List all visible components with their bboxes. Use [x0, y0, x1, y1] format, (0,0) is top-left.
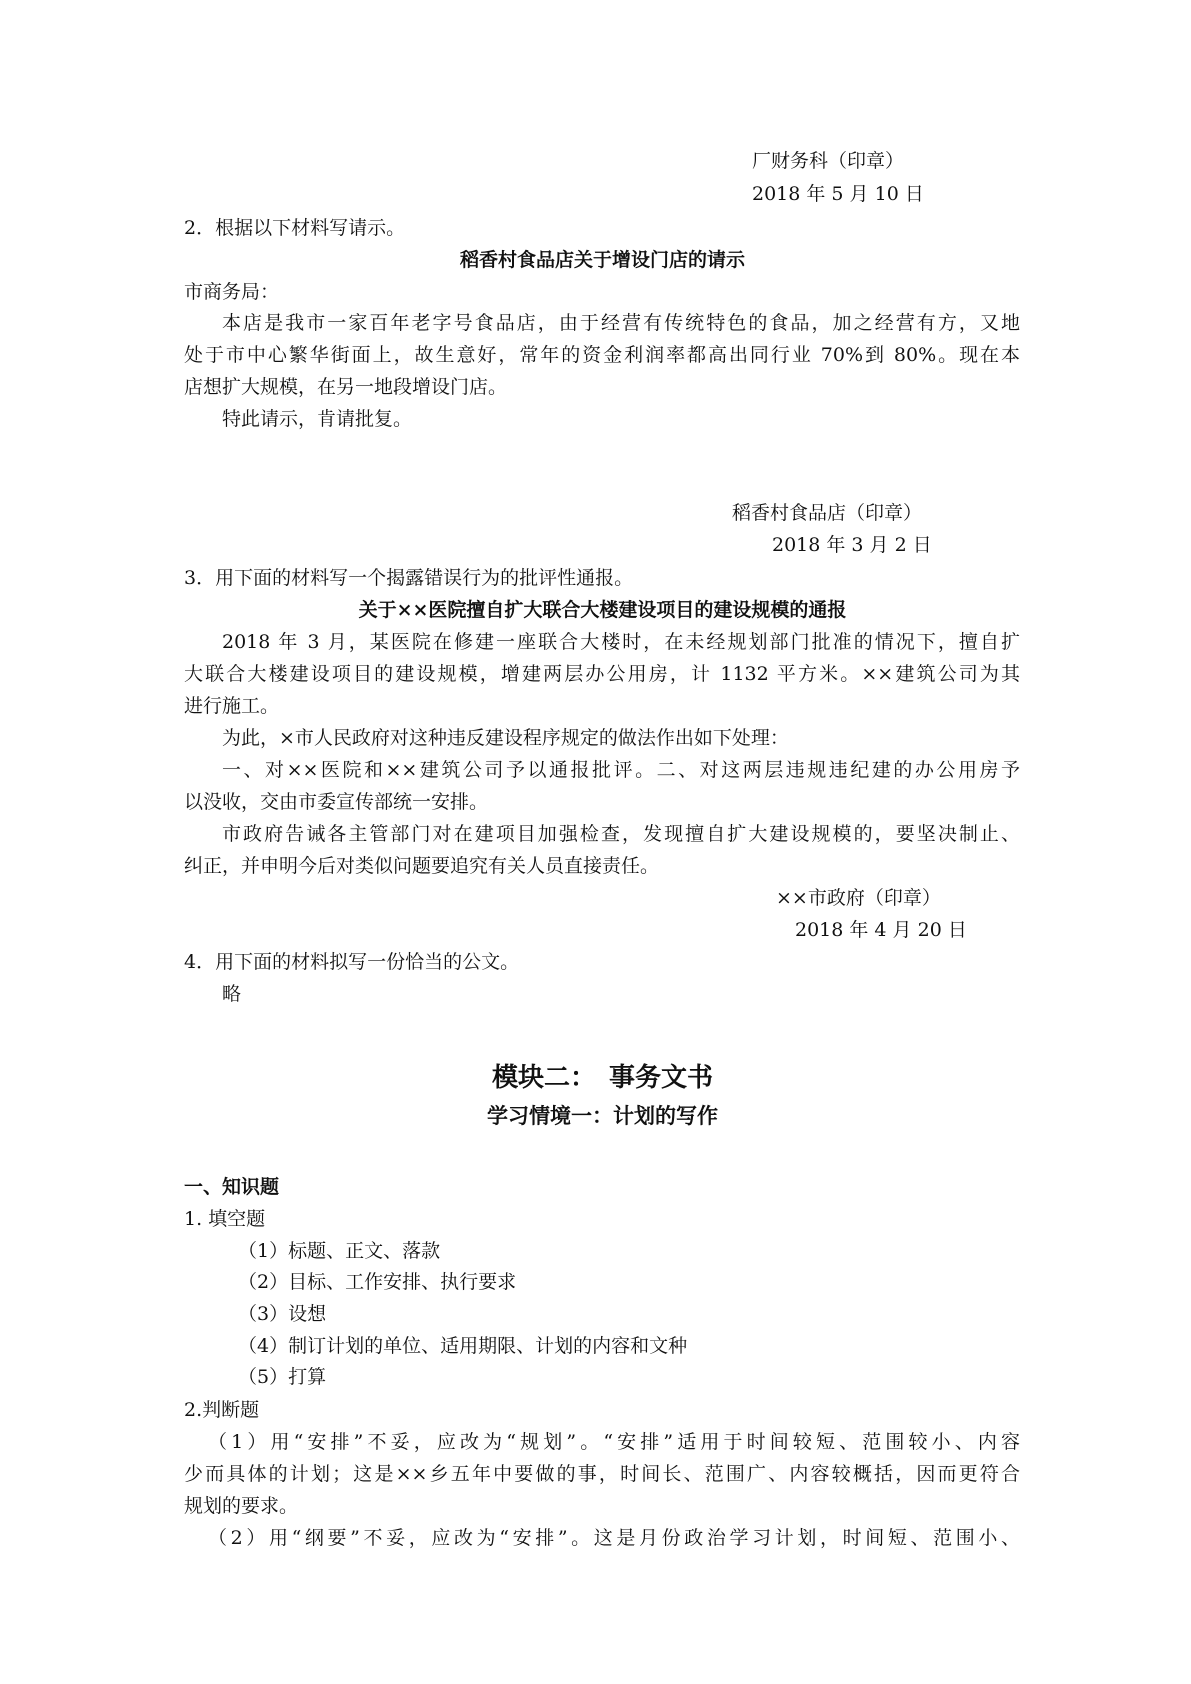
- signature-org: 稻香村食品店（印章）: [732, 502, 923, 524]
- body-line: 为此，×市人民政府对这种违反建设程序规定的做法作出如下处理：: [222, 727, 789, 749]
- body-line: 进行施工。: [184, 695, 280, 717]
- body-line: 市政府告诫各主管部门对在建项目加强检查，发现擅自扩大建设规模的，要坚决制止、: [222, 823, 1020, 845]
- question-prompt: 2．根据以下材料写请示。: [184, 217, 406, 239]
- answer-item: （4）制订计划的单位、适用期限、计划的内容和文种: [238, 1335, 688, 1357]
- body-line: 大联合大楼建设项目的建设规模，增建两层办公用房，计 1132 平方米。××建筑公司为其: [184, 663, 1020, 685]
- answer-item: （3）设想: [238, 1303, 327, 1325]
- subsection-title: 1. 填空题: [184, 1208, 266, 1230]
- body-line: 规划的要求。: [184, 1495, 299, 1517]
- body-line: 一、对××医院和××建筑公司予以通报批评。二、对这两层违规违纪建的办公用房予: [222, 759, 1020, 781]
- signature-date: 2018 年 3 月 2 日: [772, 534, 932, 556]
- signature-date: 2018 年 5 月 10 日: [752, 183, 924, 205]
- signature-org: 厂财务科（印章）: [752, 150, 905, 172]
- module-subtitle: 学习情境一：计划的写作: [487, 1103, 718, 1128]
- body-line: 略: [222, 983, 242, 1005]
- body-line: 本店是我市一家百年老字号食品店，由于经营有传统特色的食品，加之经营有方，又地: [222, 312, 1020, 334]
- body-line: （1）用“安排”不妥，应改为“规划”。“安排”适用于时间较短、范围较小、内容: [208, 1431, 1020, 1453]
- answer-item: （1）标题、正文、落款: [238, 1240, 441, 1262]
- body-line: 纠正，并申明今后对类似问题要追究有关人员直接责任。: [184, 855, 660, 877]
- answer-item: （2）目标、工作安排、执行要求: [238, 1271, 517, 1293]
- salutation: 市商务局：: [184, 281, 280, 303]
- document-title: 稻香村食品店关于增设门店的请示: [459, 249, 745, 271]
- signature-org: ××市政府（印章）: [776, 887, 941, 909]
- document-title: 关于××医院擅自扩大联合大楼建设项目的建设规模的通报: [358, 599, 847, 621]
- module-title: 模块二： 事务文书: [491, 1063, 713, 1093]
- body-line: 店想扩大规模，在另一地段增设门店。: [184, 376, 508, 398]
- body-line: （2）用“纲要”不妥，应改为“安排”。这是月份政治学习计划，时间短、范围小、: [208, 1527, 1020, 1549]
- body-line: 2018 年 3 月，某医院在修建一座联合大楼时，在未经规划部门批准的情况下，擅自扩: [222, 631, 1020, 653]
- signature-date: 2018 年 4 月 20 日: [795, 919, 967, 941]
- subsection-title: 2.判断题: [184, 1399, 260, 1421]
- body-line: 少而具体的计划；这是××乡五年中要做的事，时间长、范围广、内容较概括，因而更符合: [184, 1463, 1020, 1485]
- section-heading: 一、知识题: [184, 1176, 280, 1198]
- question-prompt: 3．用下面的材料写一个揭露错误行为的批评性通报。: [184, 567, 634, 589]
- body-line: 以没收，交由市委宣传部统一安排。: [184, 791, 489, 813]
- closing-line: 特此请示，肯请批复。: [222, 408, 413, 430]
- body-line: 处于市中心繁华街面上，故生意好，常年的资金利润率都高出同行业 70%到 80%。现在本: [184, 344, 1020, 366]
- question-prompt: 4．用下面的材料拟写一份恰当的公文。: [184, 951, 520, 973]
- answer-item: （5）打算: [238, 1366, 327, 1388]
